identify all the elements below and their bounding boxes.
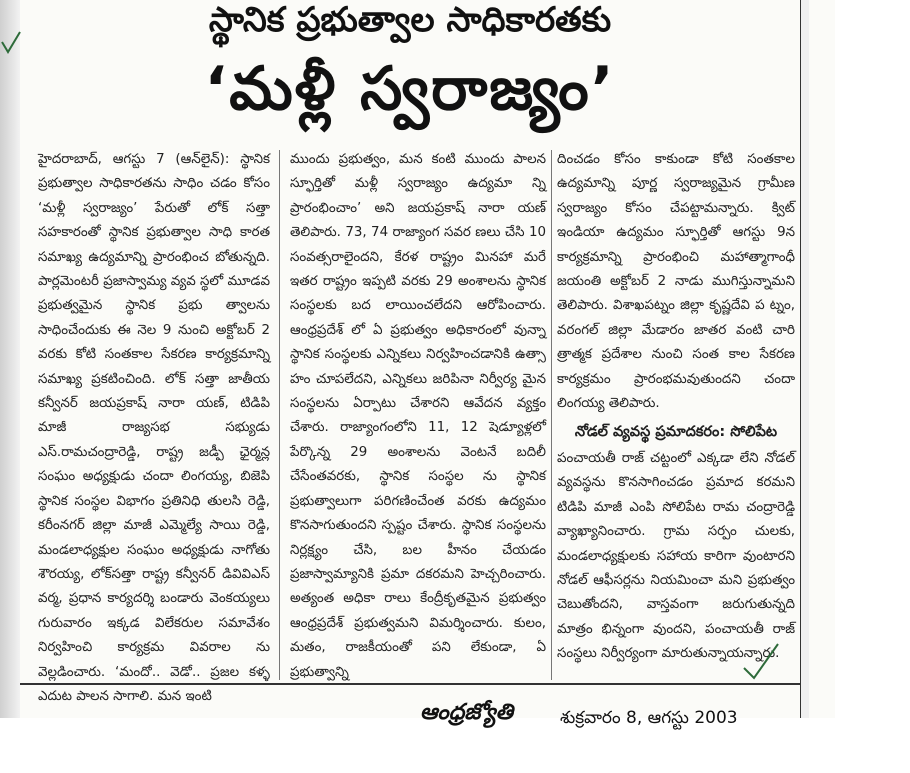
column-1-text: హైదరాబాద్, ఆగస్టు 7 (ఆన్‌లైన్): స్థానిక ప్రభుత్వాల సాధికారతను సాధిం చడం కోసం ‘మళ్లీ స్వరాజ్యం’ పేరుతో లోక్ సత్తా సహకారంతో స్థానిక ప్రభుత్వాల సాధి కారత సమాఖ్య ఉద్యమాన్ని ప్రారంభించ బోతున్నది. పార్లమెంటరీ ప్రజాస్వామ్య వ్యవ స్థలో మూడవ ప్రభుత్వమైన స్థానిక ప్రభు త్వాలను సాధించేందుకు ఈ నెల 9 నుంచి అక్టోబర్ 2 వరకు కోటి సంతకాల సేకరణ కార్యక్రమాన్ని సమాఖ్య ప్రకటించింది. లోక్ సత్తా జాతీయ కన్వీనర్ జయప్రకాష్ నారా యణ్, టిడిపి మాజీ రాజ్యసభ సభ్యుడు ఎస్.రామచంద్రారెడ్డి, రాష్ట్ర జడ్పీ ఛైర్మన్ల సంఘం అధ్యక్షుడు చందా లింగయ్య, బిజెపి స్థానిక సంస్థల విభాగం ప్రతినిధి తులసి రెడ్డి, కరీంనగర్ జిల్లా మాజీ ఎమ్మెల్యే సాయి రెడ్డి, మండలాధ్యక్షుల సంఘం అధ్యక్షుడు నాగోతు శౌరయ్య, లోక్‌సత్తా రాష్ట్ర కన్వీనర్ డివివిఎస్ వర్మ, ప్రధాన కార్యదర్శి బండారు వెంకయ్యలు గురువారం ఇక్కడ విలేకరుల సమావేశం నిర్వహించి కార్యక్రమ వివరాల ను వెల్లడించారు. ‘మందో.. వెడో.. ప్రజల కళ్ళ ఎదుట పాలన సాగాలి. మన ఇంటి xyxy=(38,152,270,704)
headline-main: ‘మళ్లీ స్వరాజ్యం’ xyxy=(204,54,616,124)
column-2-text: ముందు ప్రభుత్వం, మన కంటి ముందు పాలన స్ఫూర్తితో మళ్లీ స్వరాజ్యం ఉద్యమా న్ని ప్రారంభించాం’ అని జయప్రకాష్ నారా యణ్ తెలిపారు. 73, 74 రాజ్యాంగ సవర ణలు చేసి 10 సంవత్సరాలైందని, కేరళ రాష్ట్రం మినహా మరే ఇతర రాష్ట్రం ఇప్పటి వరకు 29 అంశాలను స్థానిక సంస్థలకు బద లాయించలేదని ఆరోపించారు. ఆంధ్రప్రదేశ్ లో ఏ ప్రభుత్వం అధికారంలో వున్నా స్థానిక సంస్థలకు ఎన్నికలు నిర్వహించడానికి ఉత్సా హం చూపలేదని, ఎన్నికలు జరిపినా నిర్వీర్య మైన సంస్థలను ఏర్పాటు చేశారని ఆవేదన వ్యక్తం చేశారు. రాజ్యాంగంలోని 11, 12 షెడ్యూళ్లలో పేర్కొన్న 29 అంశాలను వెంటనే బదిలీ చేసేంతవరకు, స్థానిక సంస్థల ను స్థానిక ప్రభుత్వాలుగా పరిగణించేంత వరకు ఉద్యమం కొనసాగుతుందని స్పష్టం చేశారు. స్థానిక సంస్థలను నిర్లక్ష్యం చేసి, బల హీనం చేయడం ప్రజాస్వామ్యానికి ప్రమా దకరమని హెచ్చరించారు. అత్యంత అధికా రాలు కేంద్రీకృతమైన ప్రభుత్వం ఆంధ్రప్రదేశ్ ప్రభుత్వమని విమర్శించారు. కులం, మతం, రాజకీయంతో పని లేకుండా, ఏ ప్రభుత్వాన్ని xyxy=(290,152,546,680)
checkmark-icon xyxy=(0,28,22,58)
article-column-1 xyxy=(38,148,270,704)
article-subhead: నోడల్ వ్యవస్థ ప్రమాదకరం: సోలిపేట xyxy=(574,424,778,441)
article-column-3 xyxy=(557,148,795,683)
column-divider xyxy=(279,150,280,680)
article-column-2 xyxy=(290,148,546,683)
clipping-left-edge xyxy=(0,0,20,718)
column-3-continued-text: పంచాయతీ రాజ్ చట్టంలో ఎక్కడా లేని నోడల్ వ్యవస్థను కొనసాగించడం ప్రమాద కరమని టిడిపి మాజీ ఎంపి సోలిపేట రామ చంద్రారెడ్డి వ్యాఖ్యానించారు. గ్రామ సర్పం చులకు, మండలాధ్యక్షులకు సహాయ కారిగా వుంటారని నోడల్ ఆఫీసర్లను నియమించా మని ప్రభుత్వం చెబుతోందని, వాస్తవంగా జరుగుతున్నది మాత్రం భిన్నంగా వుందని, పంచాయతీ రాజ్ సంస్థలు నిర్వీర్యంగా మారుతున్నాయన్నారు. xyxy=(557,450,795,662)
footer-rule xyxy=(20,683,800,685)
clipping-right-edge xyxy=(800,0,809,718)
publication-date: శుక్రవారం 8, ఆగస్టు 2003 xyxy=(560,708,738,728)
pen-mark-icon xyxy=(742,640,782,682)
column-3-text: దించడం కోసం కాకుండా కోటి సంతకాల ఉద్యమాన్ని పూర్ణ స్వరాజ్యమైన గ్రామీణ స్వరాజ్యం కోసం చేపట్టామన్నారు. క్విట్ ఇండియా ఉద్యమం స్ఫూర్తితో ఆగస్టు 9న కార్యక్రమాన్ని ప్రారంభించి మహాత్మాగాంధీ జయంతి అక్టోబర్ 2 నాడు ముగిస్తున్నామని తెలిపారు. విశాఖపట్నం జిల్లా కృష్ణదేవి ప ట్నం, వరంగల్ జిల్లా మేడారం జాతర వంటి చారి త్రాత్మక ప్రదేశాల నుంచి సంత కాల సేకరణ కార్యక్రమం ప్రారంభమవుతుందని చందా లింగయ్య తెలిపారు. xyxy=(557,152,795,412)
column-divider xyxy=(551,150,552,680)
headline-kicker: స్థానిక ప్రభుత్వాల సాధికారతకు xyxy=(208,0,612,40)
newspaper-logo: ఆంధ్రజ్యోతి xyxy=(420,700,513,725)
